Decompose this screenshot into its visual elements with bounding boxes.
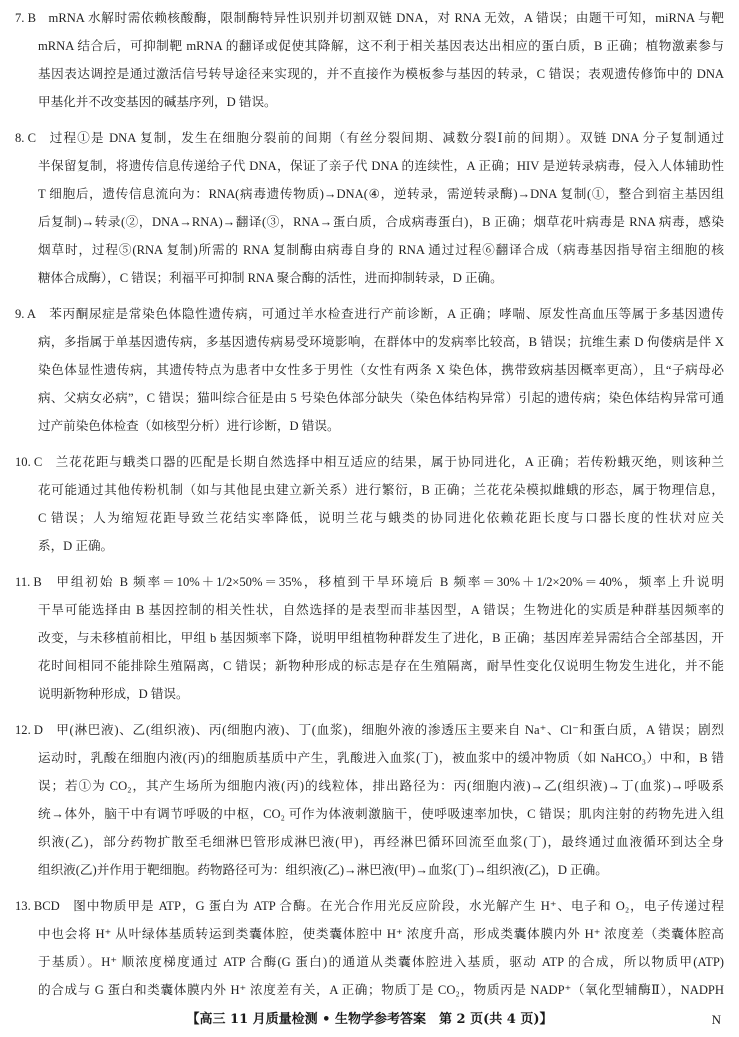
- answer-number-label: 12. D: [15, 723, 43, 737]
- answer-line: [15, 892, 724, 920]
- answer-text: 图中物质甲是 ATP，G 蛋白为 ATP 合酶。在光合作用光反应阶段，水光解产生 H⁺、电子和 O₂，电子传递过程: [72, 899, 724, 913]
- answer-text: 甲组初始 B 频率＝10%＋1/2×50%＝35%，移植到干旱环境后 B 频率＝30%＋1/2×20%＝40%，频率上升说明: [54, 575, 724, 589]
- answer-line: 基因表达调控是通过激活信号转导途径来实现的，并不直接作为模板参与基因的转录，C 错误；表观遗传修饰中的 DNA: [38, 67, 724, 81]
- page-footer-title: 【高三 11 月质量检测 • 生物学参考答案 第 2 页(共 4 页)】: [186, 1012, 553, 1027]
- answer-item-12: [15, 716, 724, 884]
- answer-number-label: 9. A: [15, 307, 36, 321]
- page-footer-mark: N: [711, 1012, 721, 1027]
- answer-line: 病、父病女必病”，C 错误；猫叫综合征是由 5 号染色体部分缺失（染色体结构异常）引起的遗传病；染色体结构异常可通: [38, 391, 724, 405]
- answer-line: 误；若①为 CO₂，其产生场所为细胞内液(丙)的线粒体，排出路径为：丙(细胞内液)→乙(组织液)→丁(血浆)→呼吸系: [38, 779, 724, 793]
- answer-line: 中也会将 H⁺ 从叶绿体基质转运到类囊体腔，使类囊体腔中 H⁺ 浓度升高，形成类囊体膜内外 H⁺ 浓度差（类囊体腔高: [38, 927, 724, 941]
- answer-line: 的合成与 G 蛋白和类囊体膜内外 H⁺ 浓度差有关，A 正确；物质丁是 CO₂，物质丙是 NADP⁺（氧化型辅酶Ⅱ），NADPH: [38, 983, 724, 997]
- answer-text: mRNA 水解时需依赖核酸酶，限制酶特异性识别并切割双链 DNA，对 RNA 无效，A 错误；由题干可知，miRNA 与靶: [48, 11, 724, 25]
- answer-line: 后复制)→转录(②，DNA→RNA)→翻译(③，RNA→蛋白质，合成病毒蛋白)，B 正确；烟草花叶病毒是 RNA 病毒，感染: [38, 215, 724, 229]
- answer-line: [15, 300, 724, 328]
- answer-line: [15, 448, 724, 476]
- answer-item-9: [15, 300, 724, 440]
- answer-text: 甲(淋巴液)、乙(组织液)、丙(细胞内液)、丁(血浆)，细胞外液的渗透压主要来自 Na⁺、Cl⁻和蛋白质，A 错误；剧烈: [55, 723, 724, 737]
- answer-line: 组织液(乙)并作用于靶细胞。药物路径可为：组织液(乙)→淋巴液(甲)→血浆(丁)→组织液(乙)，D 正确。: [38, 863, 608, 877]
- answer-text: 苯丙酮尿症是常染色体隐性遗传病，可通过羊水检查进行产前诊断，A 正确；哮喘、原发性高血压等属于多基因遗传: [48, 307, 724, 321]
- answer-line: 于基质）。H⁺ 顺浓度梯度通过 ATP 合酶(G 蛋白)的通道从类囊体腔进入基质，驱动 ATP 的合成，所以物质甲(ATP): [38, 955, 724, 969]
- answer-line: [15, 4, 724, 32]
- answer-line: 病，多指属于单基因遗传病，多基因遗传病易受环境影响，在群体中的发病率比较高，B 错误；抗维生素 D 佝偻病是伴 X: [38, 335, 724, 349]
- answer-line: 过产前染色体检查（如核型分析）进行诊断，D 错误。: [38, 419, 340, 433]
- answer-line: 花可能通过其他传粉机制（如与其他昆虫建立新关系）进行繁衍，B 正确；兰花花朵模拟雌蛾的形态，属于物理信息，: [38, 483, 724, 497]
- answer-line: [15, 716, 724, 744]
- answer-number-label: 11. B: [15, 575, 42, 589]
- answer-line: 染色体显性遗传病，其遗传特点为患者中女性多于男性（女性有两条 X 染色体，携带致病基因概率更高），且“子病母必: [38, 363, 724, 377]
- answer-line: 烟草时，过程⑤(RNA 复制)所需的 RNA 复制酶由病毒自身的 RNA 通过过程⑥翻译合成（病毒基因指导宿主细胞的核: [38, 243, 724, 257]
- answer-line: 糖体合成酶），C 错误；利福平可抑制 RNA 聚合酶的活性，进而抑制转录，D 正确。: [38, 271, 503, 285]
- answer-line: [15, 124, 724, 152]
- answer-line: 说明新物种形成，D 错误。: [38, 687, 189, 701]
- answer-number-label: 7. B: [15, 11, 36, 25]
- answer-line: 半保留复制，将遗传信息传递给子代 DNA，保证了亲子代 DNA 的连续性，A 正确；HIV 是逆转录病毒，侵入人体辅助性: [38, 159, 724, 173]
- answer-line: 改变，与未移植前相比，甲组 b 基因频率下降，说明甲组植物种群发生了进化，B 正确；基因库差异需结合全部基因，开: [38, 631, 724, 645]
- answer-line: mRNA 结合后，可抑制靶 mRNA 的翻译或促使其降解，这不利于相关基因表达出相应的蛋白质，B 正确；植物激素参与: [38, 39, 724, 53]
- answer-item-7: [15, 4, 724, 116]
- answer-text: 过程①是 DNA 复制，发生在细胞分裂前的间期（有丝分裂间期、减数分裂Ⅰ前的间期）。双链 DNA 分子复制通过: [48, 131, 724, 145]
- answer-line: [15, 568, 724, 596]
- answer-item-11: [15, 568, 724, 708]
- answer-number-label: 10. C: [15, 455, 43, 469]
- answer-text: 兰花花距与蛾类口器的匹配是长期自然选择中相互适应的结果，属于协同进化，A 正确；若传粉蛾灭绝，则该种兰: [54, 455, 724, 469]
- answer-line: 织液(乙)，部分药物扩散至毛细淋巴管形成淋巴液(甲)，再经淋巴循环回流至血浆(丁)，最终通过血液循环到达全身: [38, 835, 724, 849]
- answer-line: C 错误；人为缩短花距导致兰花结实率降低，说明兰花与蛾类的协同进化依赖花距长度与口器长度的性状对应关: [38, 511, 724, 525]
- answer-line: 运动时，乳酸在细胞内液(丙)的细胞质基质中产生，乳酸进入血浆(丁)，被血浆中的缓冲物质（如 NaHCO₃）中和，B 错: [38, 751, 724, 765]
- answer-item-13: [15, 892, 724, 1004]
- answer-line: T 细胞后，遗传信息流向为：RNA(病毒遗传物质)→DNA(④，逆转录，需逆转录酶)→DNA 复制(①，整合到宿主基因组: [38, 187, 724, 201]
- answer-line: 甲基化并不改变基因的碱基序列，D 错误。: [38, 95, 277, 109]
- answer-line: 系，D 正确。: [38, 539, 114, 553]
- answer-item-8: [15, 124, 724, 292]
- answer-line: 干旱可能选择由 B 基因控制的相关性状，自然选择的是表型而非基因型，A 错误；生物进化的实质是种群基因频率的: [38, 603, 724, 617]
- answer-line: 统→体外，脑干中有调节呼吸的中枢，CO₂ 可作为体液刺激脑干，使呼吸速率加快，C 错误；肌肉注射的药物先进入组: [38, 807, 724, 821]
- answer-item-10: [15, 448, 724, 560]
- answer-number-label: 8. C: [15, 131, 36, 145]
- answer-number-label: 13. BCD: [15, 899, 60, 913]
- answer-line: 花时间相同不能排除生殖隔离，C 错误；新物种形成的标志是存在生殖隔离，耐旱性变化仅说明生物发生进化，并不能: [38, 659, 724, 673]
